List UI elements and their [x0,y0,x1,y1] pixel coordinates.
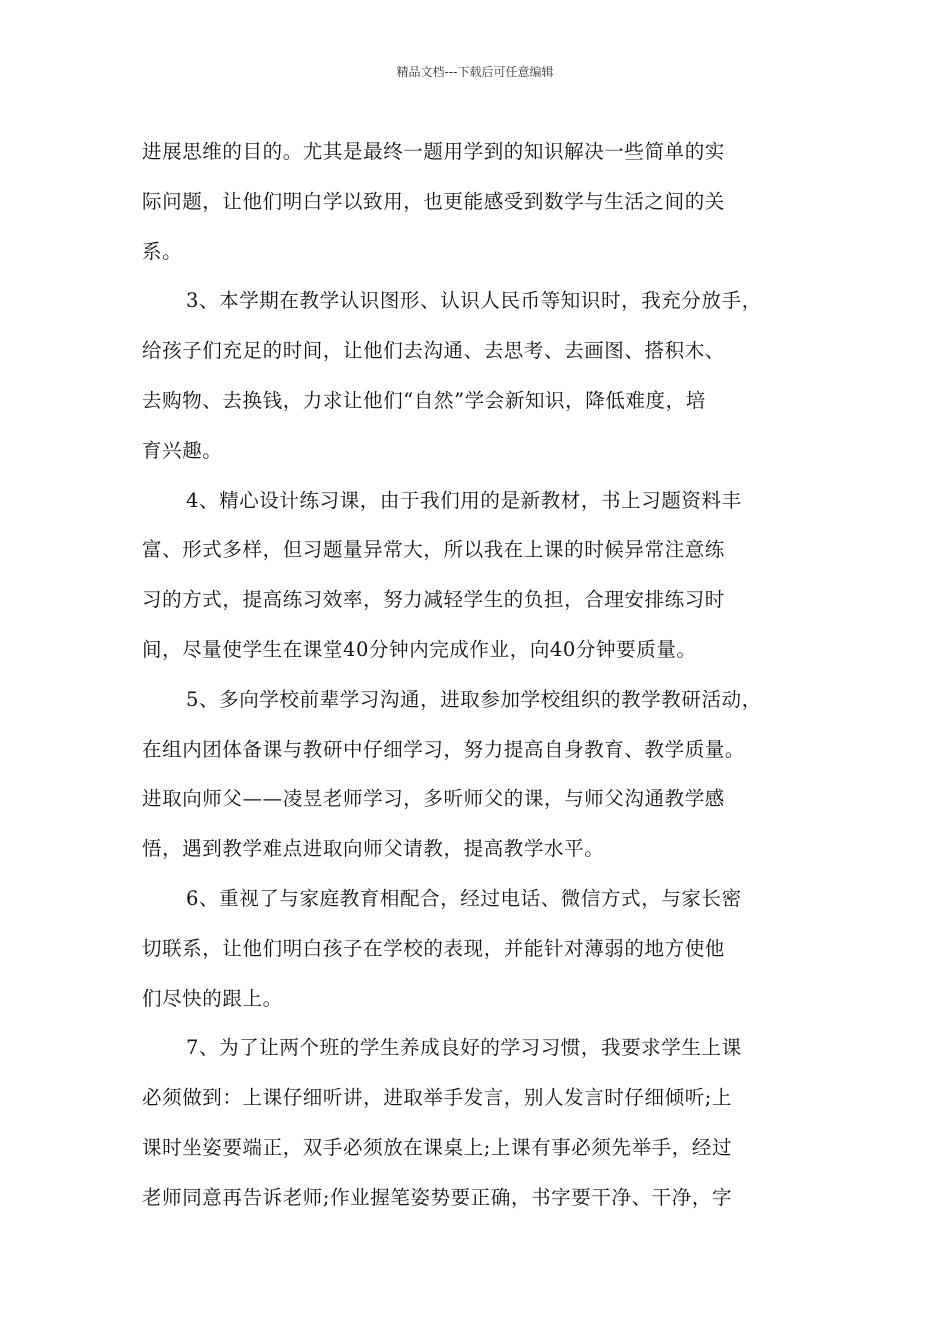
text-line: 必须做到：上课仔细听讲，进取举手发言，别人发言时仔细倾听;上 [142,1086,733,1110]
document-body [142,127,817,1223]
paragraph-7-start: 7、为了让两个班的学生养成良好的学习习惯，我要求学生上课 [186,1036,742,1060]
text-line: 们尽快的跟上。 [142,986,283,1010]
text-line: 习的方式，提高练习效率，努力减轻学生的负担，合理安排练习时 [142,588,725,612]
paragraph-3-start: 3、本学期在教学认识图形、认识人民币等知识时，我充分放手， [186,289,762,313]
text-line: 进取向师父——凌昱老师学习，多听师父的课，与师父沟通教学感 [142,787,725,811]
text-line: 课时坐姿要端正，双手必须放在课桌上;上课有事必须先举手，经过 [142,1135,733,1159]
text-line: 去购物、去换钱，力求让他们“自然”学会新知识，降低难度，培 [142,388,706,412]
text-line: 悟，遇到教学难点进取向师父请教，提高教学水平。 [142,837,605,861]
text-line: 际问题，让他们明白学以致用，也更能感受到数学与生活之间的关 [142,189,725,213]
text-line: 间，尽量使学生在课堂40分钟内完成作业，向40分钟要质量。 [142,637,697,661]
text-line: 给孩子们充足的时间，让他们去沟通、去思考、去画图、搭积木、 [142,339,725,363]
text-line: 切联系，让他们明白孩子在学校的表现，并能针对薄弱的地方使他 [142,936,725,960]
text-line: 老师同意再告诉老师;作业握笔姿势要正确，书字要干净、干净，字 [142,1185,733,1209]
paragraph-4-start: 4、精心设计练习课，由于我们用的是新教材，书上习题资料丰 [186,488,742,512]
text-line: 富、形式多样，但习题量异常大，所以我在上课的时候异常注意练 [142,538,725,562]
page-header: 精品文档---下载后可任意编辑 [396,65,554,79]
text-line: 在组内团体备课与教研中仔细学习，努力提高自身教育、教学质量。 [142,737,746,761]
text-line: 育兴趣。 [142,438,223,462]
text-line: 进展思维的目的。尤其是最终一题用学到的知识解决一些简单的实 [142,140,725,163]
text-line: 系。 [142,239,183,263]
paragraph-6-start: 6、重视了与家庭教育相配合，经过电话、微信方式，与家长密 [186,886,742,910]
paragraph-5-start: 5、多向学校前辈学习沟通，进取参加学校组织的教学教研活动， [186,687,762,711]
